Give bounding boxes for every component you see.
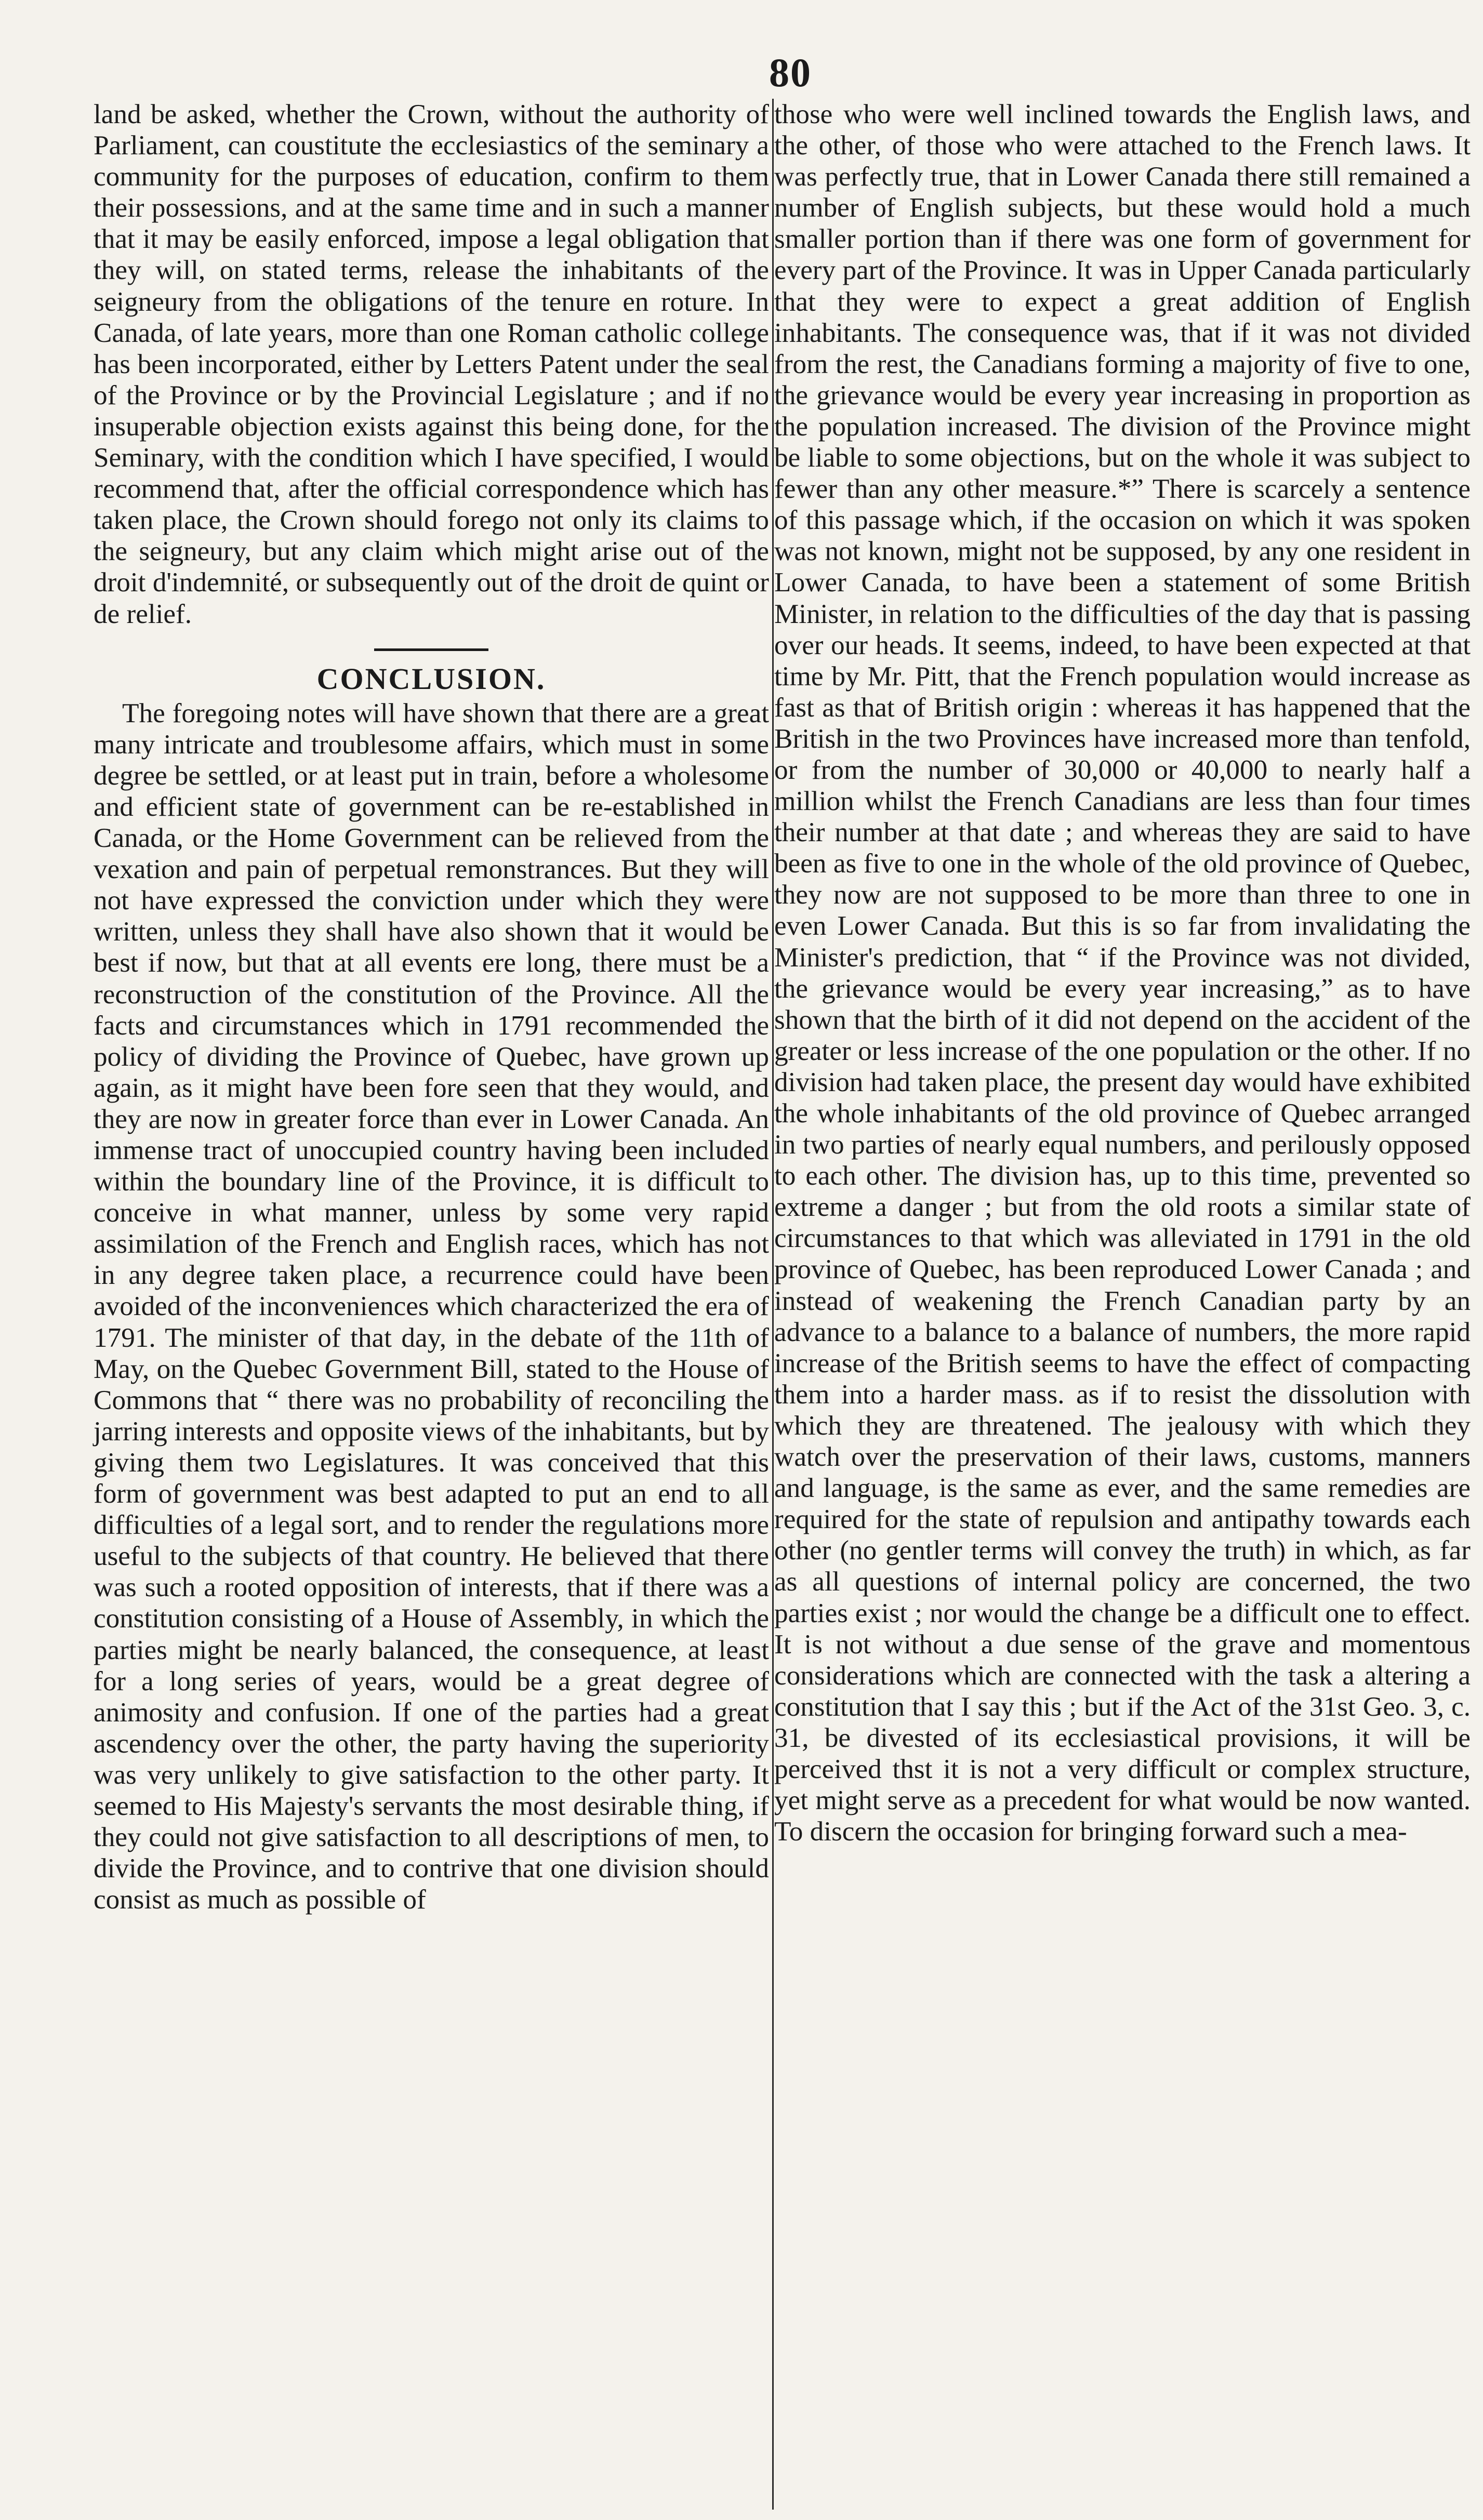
right-paragraph-1: those who were well inclined towards the English laws, and the other, of those who were attached to the French laws. It was perfectly true, that in Lower Canada there still remained a number of English subjects, but these would hold a much smaller portion than if there was one form of government for every part of the Province. It was in Upper Canada particularly that they were to expect a great addition of English inhabitants. The consequence was, that if it was not divided from the rest, the Canadians forming a majority of five to one, the grievance would be every year increasing in proportion as the population increased. The division of the Province might be liable to some objections, but on the whole it was subject to fewer than any other measure.*” There is scarcely a sentence of this passage which, if the occasion on which it was spoken was not known, might not be supposed, by any one resident in Lower Canada, to have been a statement of some British Minister, in relation to the difficulties of the day that is passing over our heads. It seems, indeed, to have been expected at that time by Mr. Pitt, that the French population would increase as fast as that of British origin : whereas it has happened that the British in the two Provinces have increased more than tenfold, or from the number of 30,000 or 40,000 to nearly half a million whilst the French Canadians are less than four times their number at that date ; and whereas they are said to have been as five to one in the whole of the old province of Quebec, they now are not supposed to be more than three to one in even Lower Canada. But this is so far from invalidating the Minister's prediction, that “ if the Province was not divided, the grievance would be every year increasing,” as to have shown that the birth of it did not depend on the accident of the greater or less increase of the one population or the other. If no division had taken place, the present day would have exhibited the whole inhabitants of the old province of Quebec arranged in two parties of nearly equal numbers, and perilously opposed to each other. The division has, up to this time, prevented so extreme a danger ; but from the old roots a similar state of circumstances to that which was alleviated in 1791 in the old province of Quebec, has been reproduced Lower Canada ; and instead of weakening the French Canadian party by an advance to a balance to a balance of numbers, the more rapid increase of the British seems to have the effect of compacting them into a harder mass. as if to resist the dissolution with which they are threatened. The jealousy with which they watch over the preservation of their laws, customs, manners and language, is the same as ever, and the same remedies are required for the state of repulsion and antipathy towards each other (no gentler terms will convey the truth) in which, as far as all questions of internal policy are concerned, the two parties exist ; nor would the change be a difficult one to effect. It is not without a due sense of the grave and momentous considerations which are connected with the task a altering a constitution that I say this ; but if the Act of the 31st Geo. 3, c. 31, be divested of its ecclesiastical provisions, it will be perceived thst it is not a very difficult or complex structure, yet might serve as a precedent for what would be now wanted. To discern the occasion for bringing forward such a mea- (774, 99, 1471, 1847)
left-column (94, 99, 769, 1915)
page-number: 80 (769, 50, 812, 95)
section-heading: CONCLUSION. (316, 661, 546, 696)
right-column (774, 99, 1471, 1847)
left-paragraph-2: The foregoing notes will have shown that there are a great many intricate and troublesome affairs, which must in some degree be settled, or at least put in train, before a wholesome and efficient state of government can be re-established in Canada, or the Home Government can be relieved from the vexation and pain of perpetual remonstrances. But they will not have expressed the conviction under which they were written, unless they shall have also shown that it would be best if now, but that at all events ere long, there must be a reconstruction of the constitution of the Province. All the facts and circumstances which in 1791 recommended the policy of dividing the Province of Quebec, have grown up again, as it might have been fore seen that they would, and they are now in greater force than ever in Lower Canada. An immense tract of unoccupied country having been included within the boundary line of the Province, it is difficult to conceive in what manner, unless by some very rapid assimilation of the French and English races, which has not in any degree taken place, a recurrence could have been avoided of the inconveniences which characterized the era of 1791. The minister of that day, in the debate of the 11th of May, on the Quebec Government Bill, stated to the House of Commons that “ there was no probability of reconciling the jarring interests and opposite views of the inhabitants, but by giving them two Legislatures. It was conceived that this form of government was best adapted to put an end to all difficulties of a legal sort, and to render the regulations more useful to the subjects of that country. He believed that there was such a rooted opposition of interests, that if there was a constitution consisting of a House of Assembly, in which the parties might be nearly balanced, the consequence, at least for a long series of years, would be a great degree of animosity and confusion. If one of the parties had a great ascendency over the other, the party having the superiority was very unlikely to give satisfaction to the other party. It seemed to His Majesty's servants the most desirable thing, if they could not give satisfaction to all descriptions of men, to divide the Province, and to contrive that one division should consist as much as possible of (94, 697, 769, 1915)
column-divider (772, 99, 774, 2510)
section-rule (374, 648, 488, 651)
left-paragraph-1: land be asked, whether the Crown, without the authority of Parliament, can coustitute the ecclesiastics of the seminary a community for the purposes of education, confirm to them their possessions, and at the same time and in such a manner that it may be easily enforced, impose a legal obligation that they will, on stated terms, release the inhabitants of the seigneury from the obligations of the tenure en roture. In Canada, of late years, more than one Roman catholic college has been incorporated, either by Letters Patent under the seal of the Province or by the Provincial Legislature ; and if no insuperable objection exists against this being done, for the Seminary, with the condition which I have specified, I would recommend that, after the official correspondence which has taken place, the Crown should forego not only its claims to the seigneury, but any claim which might arise out of the droit d'indemnité, or subsequently out of the droit de quint or de relief. (94, 99, 769, 629)
